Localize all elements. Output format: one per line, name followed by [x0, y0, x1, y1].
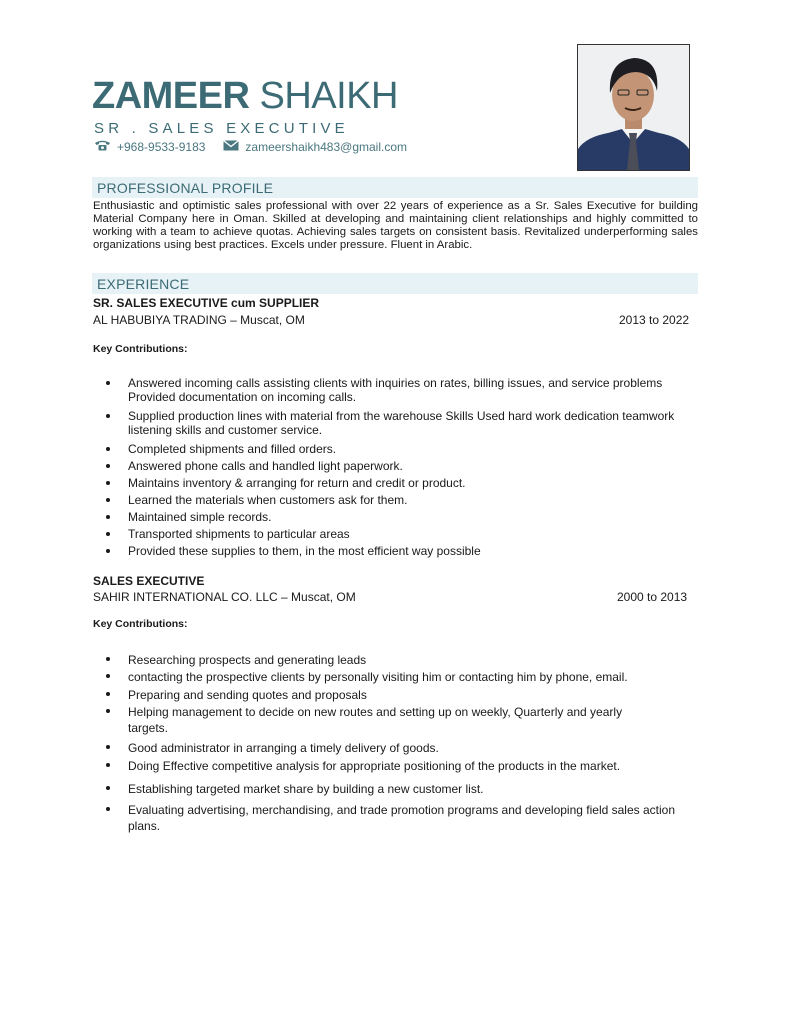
- list-item: Provided these supplies to them, in the most efficient way possible: [93, 544, 698, 558]
- key-contributions-label-1: Key Contributions:: [93, 343, 188, 355]
- list-item: Supplied production lines with material from the warehouse Skills Used hard work dedication teamwork listening skills and customer service.: [93, 409, 698, 437]
- job-title-heading: SR . SALES EXECUTIVE: [94, 120, 349, 137]
- phone-icon: [94, 140, 111, 154]
- list-item: Helping management to decide on new routes and setting up on weekly, Quarterly and yearly targets.: [93, 704, 693, 736]
- list-item: Completed shipments and filled orders.: [93, 442, 698, 456]
- list-item: Transported shipments to particular areas: [93, 527, 698, 541]
- list-item: Researching prospects and generating leads: [93, 652, 693, 668]
- list-item: Learned the materials when customers ask for them.: [93, 493, 698, 507]
- job-company-1: AL HABUBIYA TRADING – Muscat, OM: [93, 313, 305, 327]
- first-name: ZAMEER: [92, 75, 250, 117]
- list-item: Maintains inventory & arranging for return and credit or product.: [93, 476, 698, 490]
- last-name: SHAIKH: [259, 75, 398, 117]
- email-address[interactable]: zameershaikh483@gmail.com: [245, 140, 408, 154]
- section-header-profile: [92, 177, 698, 198]
- section-header-experience: [92, 273, 698, 294]
- job-years-1: 2013 to 2022: [619, 313, 690, 327]
- list-item: Maintained simple records.: [93, 510, 698, 524]
- job-title-2: SALES EXECUTIVE: [93, 574, 205, 588]
- list-item: Good administrator in arranging a timely delivery of goods.: [93, 740, 693, 756]
- section-title-profile: PROFESSIONAL PROFILE: [97, 180, 274, 196]
- envelope-icon: [223, 140, 239, 154]
- portrait-image: [578, 45, 689, 170]
- contributions-list-2: [93, 652, 693, 834]
- contact-info: [94, 140, 407, 154]
- contributions-list-1: [93, 376, 698, 558]
- job-company-2: SAHIR INTERNATIONAL CO. LLC – Muscat, OM: [93, 590, 356, 604]
- list-item: Doing Effective competitive analysis for appropriate positioning of the products in the market.: [93, 758, 693, 774]
- candidate-name: [92, 74, 398, 118]
- list-item: contacting the prospective clients by personally visiting him or contacting him by phone, email.: [93, 669, 693, 685]
- section-title-experience: EXPERIENCE: [97, 276, 190, 292]
- list-item: Answered incoming calls assisting clients with inquiries on rates, billing issues, and service problems Provided documentation on incoming calls.: [93, 376, 698, 404]
- job-years-2: 2000 to 2013: [617, 590, 688, 604]
- list-item: Evaluating advertising, merchandising, and trade promotion programs and developing field sales action plans.: [93, 802, 693, 834]
- list-item: Establishing targeted market share by building a new customer list.: [93, 781, 693, 797]
- job-title-1: SR. SALES EXECUTIVE cum SUPPLIER: [93, 296, 320, 310]
- key-contributions-label-2: Key Contributions:: [93, 618, 188, 630]
- profile-summary: Enthusiastic and optimistic sales professional with over 22 years of experience as a Sr. Sales Executive for building Material Company here in Oman. Skilled at developing and maintaining client relationships and highly committed to working with a team to achieve quotas. Achieving sales targets on consistent basis. Revitalized underperforming sales organizations using best practices. Excels under pressure. Fluent in Arabic.: [93, 200, 698, 251]
- list-item: Preparing and sending quotes and proposals: [93, 687, 693, 703]
- profile-photo: [577, 44, 690, 171]
- phone-number[interactable]: +968-9533-9183: [117, 140, 206, 154]
- list-item: Answered phone calls and handled light paperwork.: [93, 459, 698, 473]
